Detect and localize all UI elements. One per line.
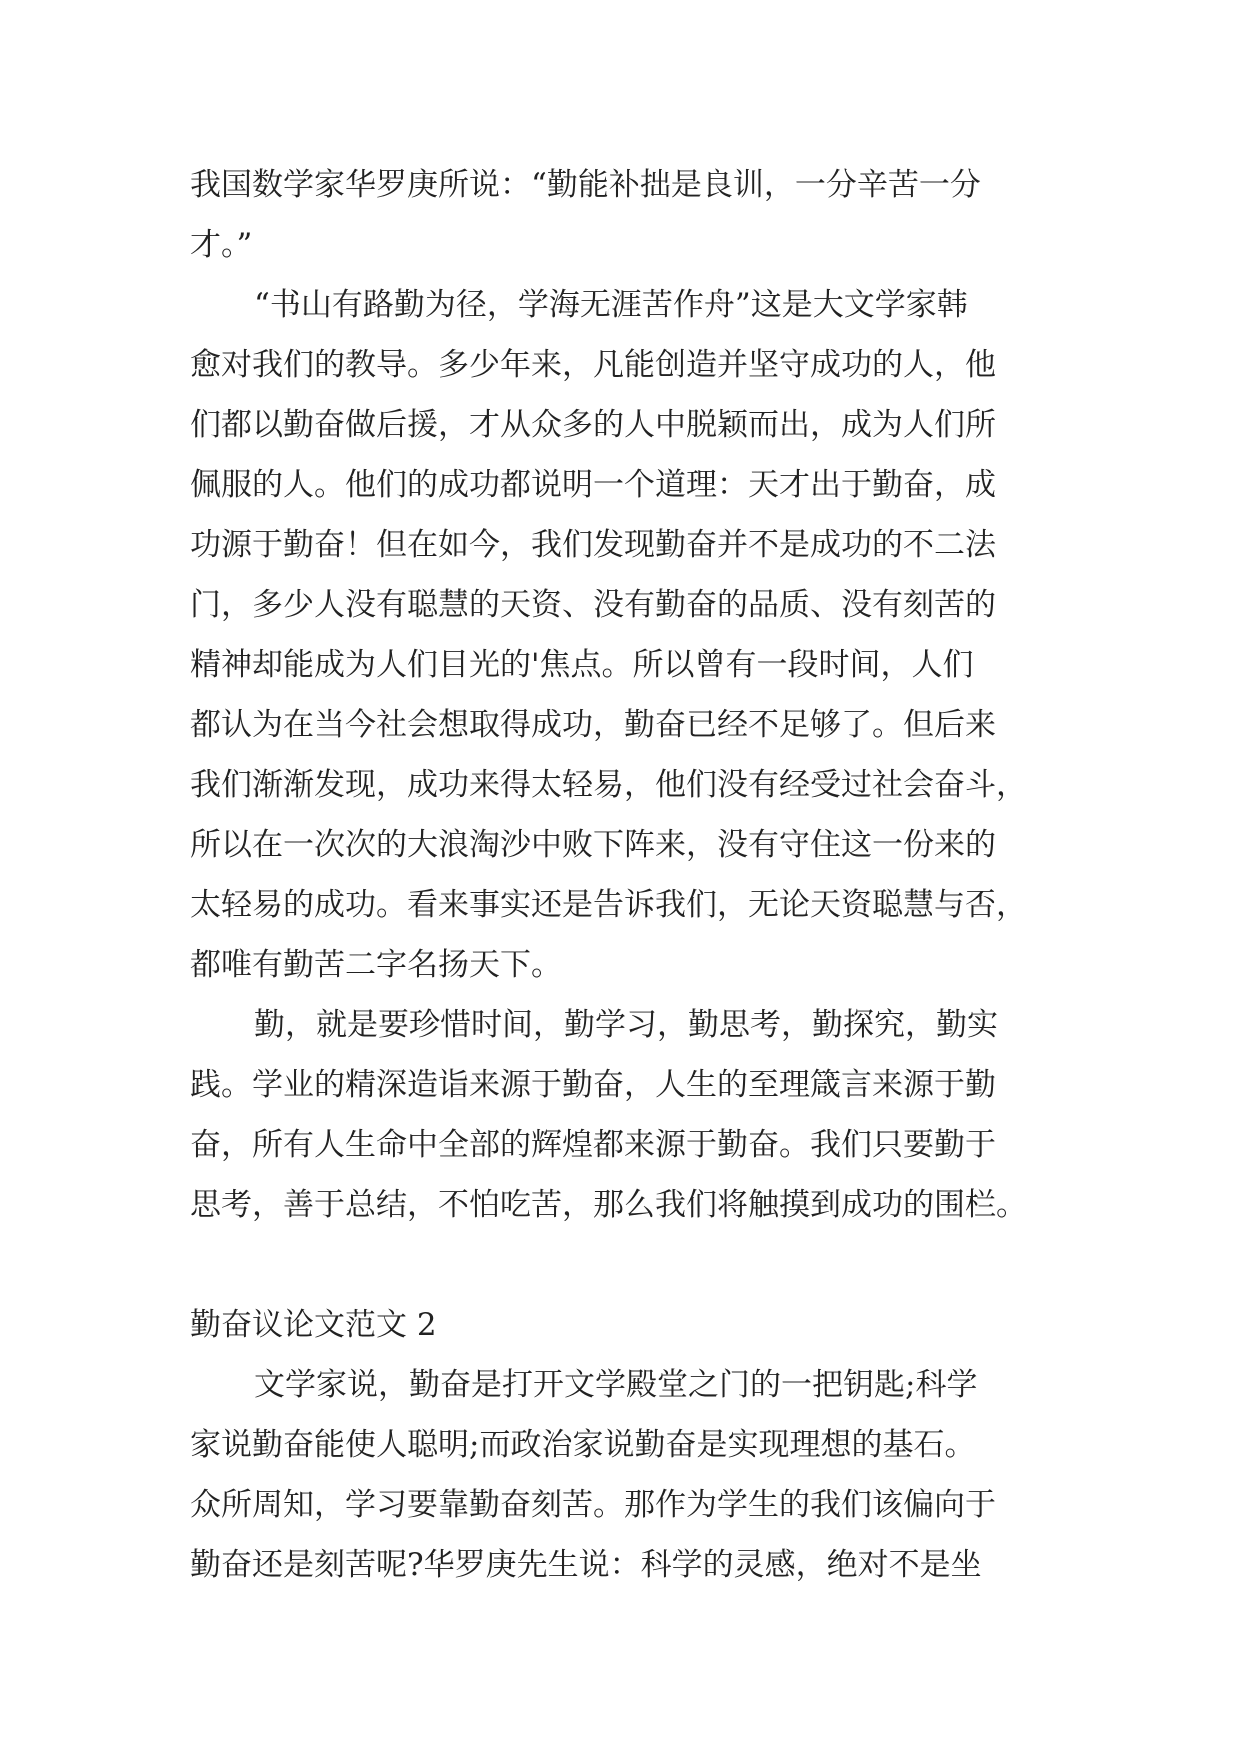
section-heading: 勤奋议论文范文 2 — [190, 1307, 437, 1343]
text-line: 文学家说，勤奋是打开文学殿堂之门的一把钥匙;科学 — [254, 1367, 978, 1403]
text-line: 门，多少人没有聪慧的天资、没有勤奋的品质、没有刻苦的 — [190, 587, 996, 623]
text-line: 佩服的人。他们的成功都说明一个道理：天才出于勤奋，成 — [190, 467, 996, 503]
text-line: 精神却能成为人们目光的'焦点。所以曾有一段时间，人们 — [190, 647, 974, 683]
paragraph-3 — [190, 1355, 1060, 1595]
text-line: 我们渐渐发现，成功来得太轻易，他们没有经受过社会奋斗， — [190, 767, 1027, 803]
paragraph-1 — [190, 275, 1060, 995]
text-line: 践。学业的精深造诣来源于勤奋，人生的至理箴言来源于勤 — [190, 1067, 996, 1103]
text-line: 才。” — [190, 227, 253, 263]
text-line: 众所周知，学习要靠勤奋刻苦。那作为学生的我们该偏向于 — [190, 1487, 996, 1523]
text-line: 都认为在当今社会想取得成功，勤奋已经不足够了。但后来 — [190, 707, 996, 743]
text-line: 家说勤奋能使人聪明;而政治家说勤奋是实现理想的基石。 — [190, 1427, 976, 1463]
text-line: 勤，就是要珍惜时间，勤学习，勤思考，勤探究，勤实 — [254, 1007, 998, 1043]
text-line: 们都以勤奋做后援，才从众多的人中脱颖而出，成为人们所 — [190, 407, 996, 443]
document-body — [190, 155, 1060, 1595]
text-line: 太轻易的成功。看来事实还是告诉我们，无论天资聪慧与否， — [190, 887, 1027, 923]
text-line: “书山有路勤为径，学海无涯苦作舟”这是大文学家韩 — [254, 287, 968, 323]
text-line: 勤奋还是刻苦呢?华罗庚先生说：科学的灵感，绝对不是坐 — [190, 1547, 982, 1583]
text-line: 思考，善于总结，不怕吃苦，那么我们将触摸到成功的围栏。 — [190, 1187, 1027, 1223]
text-line: 功源于勤奋！但在如今，我们发现勤奋并不是成功的不二法 — [190, 527, 996, 563]
text-line: 都唯有勤苦二字名扬天下。 — [190, 947, 562, 983]
text-line: 愈对我们的教导。多少年来，凡能创造并坚守成功的人，他 — [190, 347, 996, 383]
text-line: 我国数学家华罗庚所说：“勤能补拙是良训，一分辛苦一分 — [190, 167, 981, 203]
paragraph-0 — [190, 155, 1060, 275]
paragraph-2 — [190, 995, 1060, 1235]
text-line: 所以在一次次的大浪淘沙中败下阵来，没有守住这一份来的 — [190, 827, 996, 863]
text-line: 奋，所有人生命中全部的辉煌都来源于勤奋。我们只要勤于 — [190, 1127, 996, 1163]
